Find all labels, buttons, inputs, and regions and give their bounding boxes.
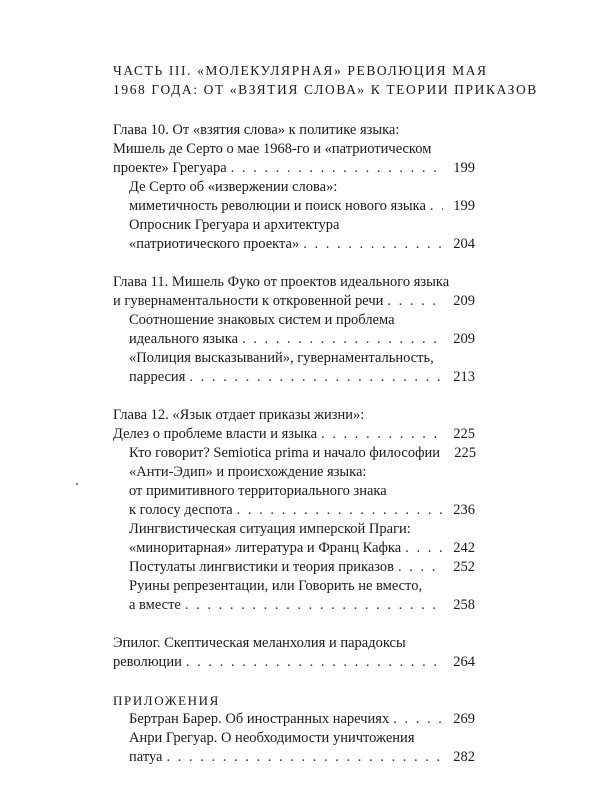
chapter-10 xyxy=(113,121,475,254)
appendix-entry-2 xyxy=(113,748,475,767)
dot-leader xyxy=(321,425,443,444)
chapter-12-title-line-2: Делез о проблеме власти и языка xyxy=(113,426,318,442)
page-number: 252 xyxy=(453,559,475,575)
chapter-12-entry-4-text: Постулаты лингвистики и теория приказов xyxy=(129,559,395,575)
chapter-11 xyxy=(113,273,475,387)
chapter-10-entry-2-line-2: миметичность революции и поиск нового языка xyxy=(129,198,426,214)
chapter-12-entry-4 xyxy=(113,558,475,577)
chapter-11-title-line-2: и гувернаментальности к откровенной речи xyxy=(113,293,384,309)
dot-leader xyxy=(166,748,443,767)
scan-speck xyxy=(76,483,78,485)
epilogue-line-2: революции xyxy=(113,654,182,670)
appendix-heading: ПРИЛОЖЕНИЯ xyxy=(113,693,220,708)
chapter-10-entry-2 xyxy=(113,197,475,216)
page-number: 199 xyxy=(453,198,475,214)
page-number: 209 xyxy=(453,331,475,347)
chapter-12-entry-5-line-1: Руины репрезентации, или Говорить не вместо, xyxy=(129,578,423,594)
chapter-10-entry-2-line-1: Де Серто об «извержении слова»: xyxy=(129,179,338,195)
chapter-11-title-entry xyxy=(113,292,475,311)
chapter-10-entry-3-line-2: «патриотического проекта» xyxy=(129,236,300,252)
dot-leader xyxy=(242,330,443,349)
page-number: 199 xyxy=(453,160,475,176)
chapter-12-entry-1-text: Кто говорит? Semiotica prima и начало философии xyxy=(129,445,441,461)
table-of-contents xyxy=(113,61,538,786)
chapter-12-entry-5-line-2: а вместе xyxy=(129,597,181,613)
part-heading xyxy=(113,61,538,99)
dot-leader xyxy=(387,292,443,311)
chapter-12-entry-2-line-3: к голосу деспота xyxy=(129,502,233,518)
chapter-11-entry-1 xyxy=(113,330,475,349)
chapter-11-title: Глава 11. Мишель Фуко от проектов идеального языка xyxy=(113,274,450,290)
dot-leader xyxy=(303,235,443,254)
dot-leader xyxy=(430,197,443,216)
chapter-10-entry-1-line-1: Мишель де Серто о мае 1968-го и «патриотическом xyxy=(113,141,432,157)
page-number: 258 xyxy=(453,597,475,613)
chapter-12-entry-5 xyxy=(113,596,475,615)
chapter-10-entry-1 xyxy=(113,159,475,178)
dot-leader xyxy=(185,596,443,615)
page-number: 282 xyxy=(453,749,475,765)
appendix-entry-2-line-1: Анри Грегуар. О необходимости уничтожения xyxy=(129,730,415,746)
dot-leader xyxy=(398,558,443,577)
chapter-12-title: Глава 12. «Язык отдает приказы жизни»: xyxy=(113,407,365,423)
part-heading-line-1: ЧАСТЬ III. «МОЛЕКУЛЯРНАЯ» РЕВОЛЮЦИЯ МАЯ xyxy=(113,63,488,78)
chapter-12-entry-1 xyxy=(113,444,475,463)
chapter-12-entry-2-line-1: «Анти-Эдип» и происхождение языка: xyxy=(129,464,367,480)
dot-leader xyxy=(393,710,443,729)
page-number: 225 xyxy=(454,445,477,461)
page-number: 213 xyxy=(453,369,475,385)
appendix-entry-1-text: Бертран Барер. Об иностранных наречиях xyxy=(129,711,390,727)
chapter-11-entry-2 xyxy=(113,368,475,387)
epilogue-line-1: Эпилог. Скептическая меланхолия и парадоксы xyxy=(113,635,406,651)
chapter-12-entry-2-line-2: от примитивного территориального знака xyxy=(129,483,387,499)
dot-leader xyxy=(186,653,443,672)
chapter-12-entry-3-line-2: «миноритарная» литература и Франц Кафка xyxy=(129,540,402,556)
dot-leader xyxy=(231,159,443,178)
page-number: 269 xyxy=(453,711,475,727)
chapter-12 xyxy=(113,406,475,615)
page-number: 264 xyxy=(453,654,475,670)
chapter-12-entry-3-line-1: Лингвистическая ситуация имперской Праги: xyxy=(129,521,411,537)
appendix-entry-1 xyxy=(113,710,475,729)
appendix xyxy=(113,691,475,767)
page-number: 225 xyxy=(453,426,475,442)
dot-leader xyxy=(405,539,443,558)
chapter-10-entry-3-line-1: Опросник Грегуара и архитектура xyxy=(129,217,340,233)
chapter-11-entry-1-line-2: идеального языка xyxy=(129,331,239,347)
page-number: 204 xyxy=(453,236,475,252)
dot-leader xyxy=(237,501,443,520)
dot-leader xyxy=(189,368,443,387)
page-number: 236 xyxy=(453,502,475,518)
epilogue-entry xyxy=(113,653,475,672)
chapter-11-entry-2-line-1: «Полиция высказываний», гувернаментальность, xyxy=(129,350,434,366)
epilogue xyxy=(113,634,475,672)
chapter-10-entry-1-line-2: проекте» Грегуара xyxy=(113,160,227,176)
page-number: 242 xyxy=(453,540,475,556)
part-heading-line-2: 1968 ГОДА: ОТ «ВЗЯТИЯ СЛОВА» К ТЕОРИИ ПРИКАЗОВ xyxy=(113,82,538,97)
chapter-11-entry-1-line-1: Соотношение знаковых систем и проблема xyxy=(129,312,395,328)
page-number: 209 xyxy=(453,293,475,309)
chapter-12-entry-3 xyxy=(113,539,475,558)
appendix-entry-2-line-2: патуа xyxy=(129,749,163,765)
chapter-10-entry-3 xyxy=(113,235,475,254)
chapter-12-title-entry xyxy=(113,425,475,444)
chapter-11-entry-2-line-2: парресия xyxy=(129,369,186,385)
chapter-10-title: Глава 10. От «взятия слова» к политике языка: xyxy=(113,122,400,138)
chapter-12-entry-2 xyxy=(113,501,475,520)
